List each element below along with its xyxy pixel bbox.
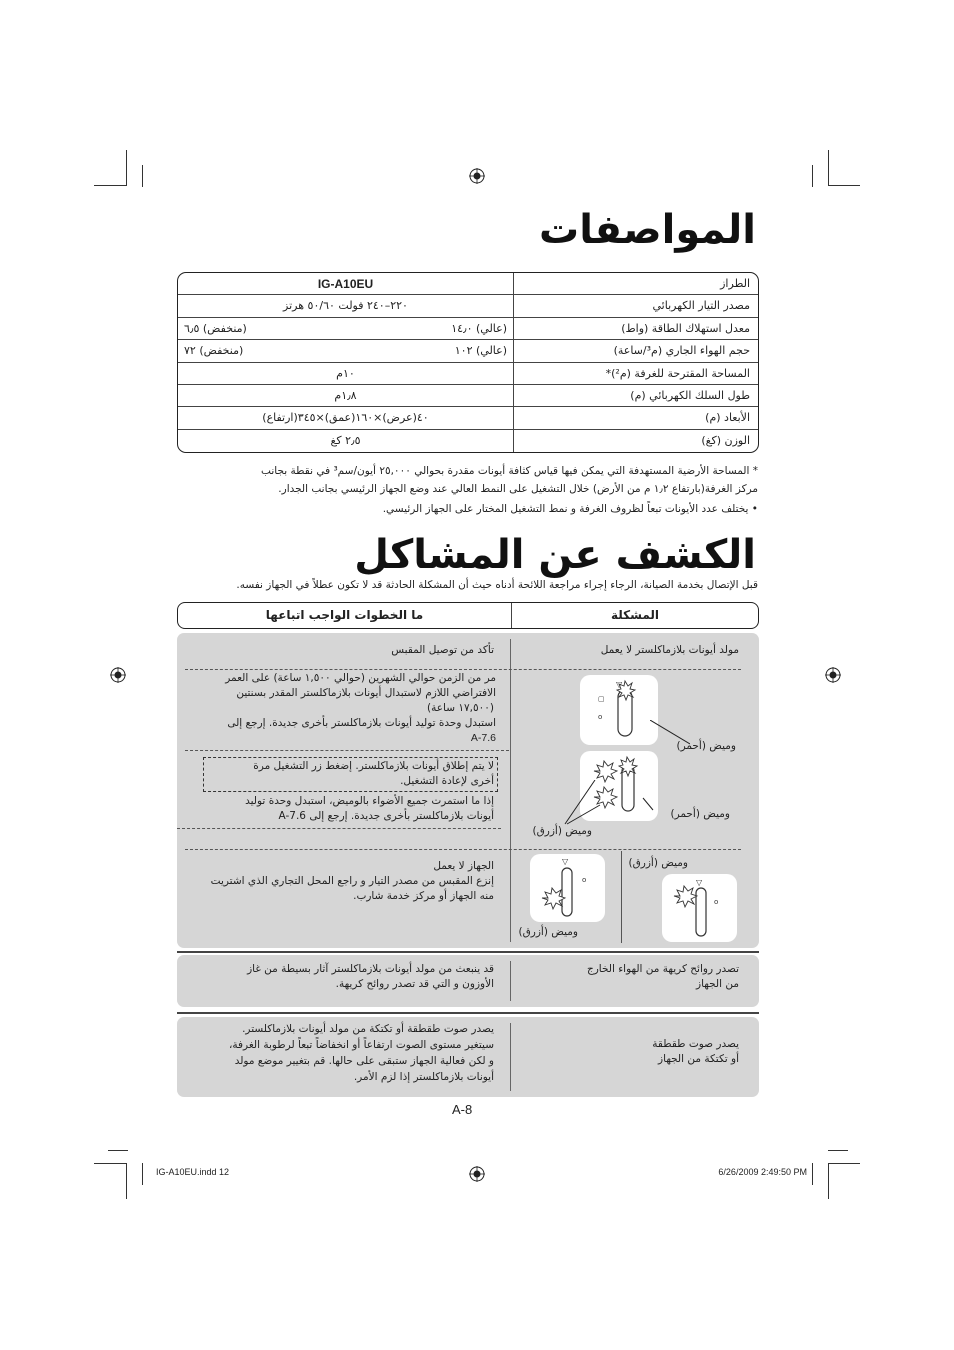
solution-text: الافتراضي اللازم لاستبدال أيونات بلازماكلستر المقدر بسنتين: [236, 687, 496, 699]
page-title-trouble: الكشف عن المشاكل: [354, 532, 756, 578]
blink-blue-label: وميض (أزرق): [628, 857, 688, 869]
spec-value-high: (عالي) ١٤٫٠: [451, 321, 507, 335]
svg-text:o: o: [714, 898, 719, 906]
registration-mark-icon: [825, 667, 841, 683]
crop-mark: [126, 150, 127, 186]
solution-text: إنزع المقبس من مصدر التيار و راجع المحل التجاري الذي اشتريت: [210, 875, 494, 887]
blink-red-label: وميض (أحمر): [670, 808, 730, 820]
spec-value-low: (منخفض) ٦٫٥: [184, 321, 247, 335]
table-row: [178, 407, 758, 429]
column-header-solution: ما الخطوات الواجب اتباعها: [265, 608, 424, 622]
footnote: • يختلف عدد الأيونات تبعاً لظروف الغرفة و نمط التشغيل المختار على الجهاز الرئيسي.: [382, 503, 758, 515]
crop-mark: [828, 150, 829, 186]
page-number: A-8: [452, 1102, 473, 1117]
registration-mark-icon: [469, 1166, 485, 1182]
trouble-table-header: [177, 602, 759, 629]
solution-text: مر من الزمن حوالي الشهرين (حوالي ١,٥٠٠ ساعة) على العمر: [225, 672, 496, 684]
section-divider: [177, 1012, 759, 1014]
table-row: [178, 295, 758, 317]
spec-label: طول السلك الكهربائي (م): [513, 385, 758, 406]
crop-mark: [828, 1150, 848, 1151]
table-row: [178, 363, 758, 385]
solution-text: أيونات بلازماكلستر بأخرى جديدة. إرجع إلى A-7.6: [278, 810, 494, 822]
spec-value: ٢٢٠–٢٤٠ فولت ٥٠/٦٠ هرتز: [283, 299, 408, 313]
solution-text: و لكن فعالية الجهاز ستبقى على حالها. قم بتغيير موضع مولد: [234, 1055, 494, 1067]
slug-filename: IG-A10EU.indd 12: [156, 1167, 230, 1177]
problem-text: يصدر صوت طقطقة: [652, 1038, 739, 1050]
svg-text:▢: ▢: [598, 695, 605, 703]
registration-mark-icon: [469, 168, 485, 184]
solution-text: A-7.6: [470, 732, 496, 744]
device-illustration: [580, 675, 658, 745]
solution-text: (١٧,٥٠٠ ساعة): [427, 702, 494, 714]
callout-line-icon: [555, 780, 655, 830]
crop-mark: [828, 1163, 829, 1199]
table-row: [178, 385, 758, 407]
svg-text:o: o: [598, 713, 603, 721]
column-header-problem: المشكلة: [511, 603, 758, 628]
registration-mark-icon: [110, 667, 126, 683]
slug-timestamp: 6/26/2009 2:49:50 PM: [718, 1167, 807, 1177]
solution-text: لا يتم إطلاق أيونات بلازماكلستر. إضغط زر التشغيل مرة: [253, 760, 494, 772]
spec-label: حجم الهواء الجاري (م³/ساعة): [513, 340, 758, 361]
crop-mark: [812, 165, 813, 187]
spec-label: معدل استهلاك الطاقة (واط): [513, 318, 758, 339]
svg-text:o: o: [582, 876, 587, 884]
solution-text: يصدر صوت طقطقة أو تكتكة من مولد أيونات بلازماكلستر.: [242, 1023, 494, 1035]
solution-text: الأوزون و التي قد تصدر روائح كريهة.: [335, 978, 494, 990]
vertical-separator: [621, 851, 622, 943]
spec-label: الوزن (كغ): [513, 430, 758, 452]
problem-text: مولد أيونات بلازماكلستر لا يعمل: [600, 644, 739, 656]
spec-label: المساحة المقترحة للغرفة (م²)*: [513, 363, 758, 384]
svg-text:▽: ▽: [696, 878, 703, 887]
problem-text: من الجهاز: [696, 978, 739, 990]
spec-value: IG-A10EU: [317, 277, 374, 291]
page-title-specs: المواصفات: [539, 207, 756, 253]
spec-label: الطراز: [513, 273, 758, 294]
problem-text: تصدر روائح كريهة من الهواء الخارج: [586, 963, 739, 975]
device-illustration: [530, 854, 605, 922]
spec-label: مصدر التيار الكهربائي: [513, 295, 758, 316]
solution-text: منه الجهاز أو مركز خدمة شارب.: [353, 890, 494, 902]
footnote: مركز الغرفة(بارتفاع ١٫٢ م من الأرض) خلال التشغيل على النمط العالي عند وضع الجهاز الرئيسي بجانب الجدار.: [278, 483, 758, 495]
solution-text: سيتغير مستوى الصوت ارتفاعاً أو انخفاضاً تبعاً لرطوبة الغرفة،: [228, 1039, 494, 1051]
problem-text: أو تكتكة من الجهاز: [658, 1053, 739, 1065]
crop-mark: [812, 1163, 813, 1185]
solution-text: أيونات بلازماكلستر إذا لزم الأمر.: [353, 1071, 494, 1083]
svg-text:▽: ▽: [616, 680, 623, 689]
device-illustration: [662, 874, 737, 942]
crop-mark: [108, 1150, 128, 1151]
section-divider: [177, 951, 759, 953]
blink-blue-label: وميض (أزرق): [532, 825, 592, 837]
table-row: [178, 340, 758, 362]
svg-text:▽: ▽: [562, 857, 569, 866]
blink-blue-label: وميض (أزرق): [518, 926, 578, 938]
solution-text: استبدل وحدة توليد أيونات بلازماكلستر بأخرى جديدة. إرجع إلى: [227, 717, 496, 729]
spec-value: ١٫٨م: [334, 388, 357, 402]
spec-table: [177, 272, 759, 453]
table-row: [178, 318, 758, 340]
crop-mark: [828, 1163, 860, 1164]
table-row: [178, 430, 758, 452]
footnote: * المساحة الأرضية المستهدفة التي يمكن فيها قياس كثافة أيونات مقدرة بحوالي ٢٥,٠٠٠ أيون/سم³ في نقطة بجانب: [261, 465, 758, 477]
solution-text: أخرى لإعادة التشغيل.: [400, 775, 494, 787]
crop-mark: [142, 1163, 143, 1185]
solution-text: تأكد من توصيل المقبس: [391, 644, 494, 656]
spec-value-low: (منخفض) ٧٢: [184, 344, 244, 358]
solution-text: الجهاز لا يعمل: [433, 860, 494, 872]
spec-value-high: (عالي) ١٠٢: [454, 344, 507, 358]
spec-value: ٤٠(عرض)×١٦٠(عمق)×٣٤٥(ارتفاع): [262, 411, 429, 425]
spec-value: ٢٫٥ كغ: [330, 433, 361, 447]
crop-mark: [94, 1163, 126, 1164]
spec-value: ١٠م: [336, 366, 355, 380]
solution-text: قد ينبعث من مولد أيونات بلازماكلستر آثار بسيطة من غاز: [247, 963, 494, 975]
spec-label: الأبعاد (م): [513, 407, 758, 428]
blink-red-label: وميض (أحمر): [676, 740, 736, 752]
crop-mark: [126, 1163, 127, 1199]
crop-mark: [828, 185, 860, 186]
crop-mark: [94, 185, 126, 186]
callout-line-icon: [650, 720, 690, 750]
solution-text: إذا ما استمرت جميع الأضواء بالوميض، استبدل وحدة توليد: [245, 795, 494, 807]
crop-mark: [142, 165, 143, 187]
intro-text: قبل الإتصال بخدمة الصيانة، الرجاء إجراء مراجعة اللائحة أدناه حيث أن المشكلة الحادثة قد لا تكون عطلاً في الجهاز نفسه.: [236, 579, 758, 591]
table-row: [178, 273, 758, 295]
